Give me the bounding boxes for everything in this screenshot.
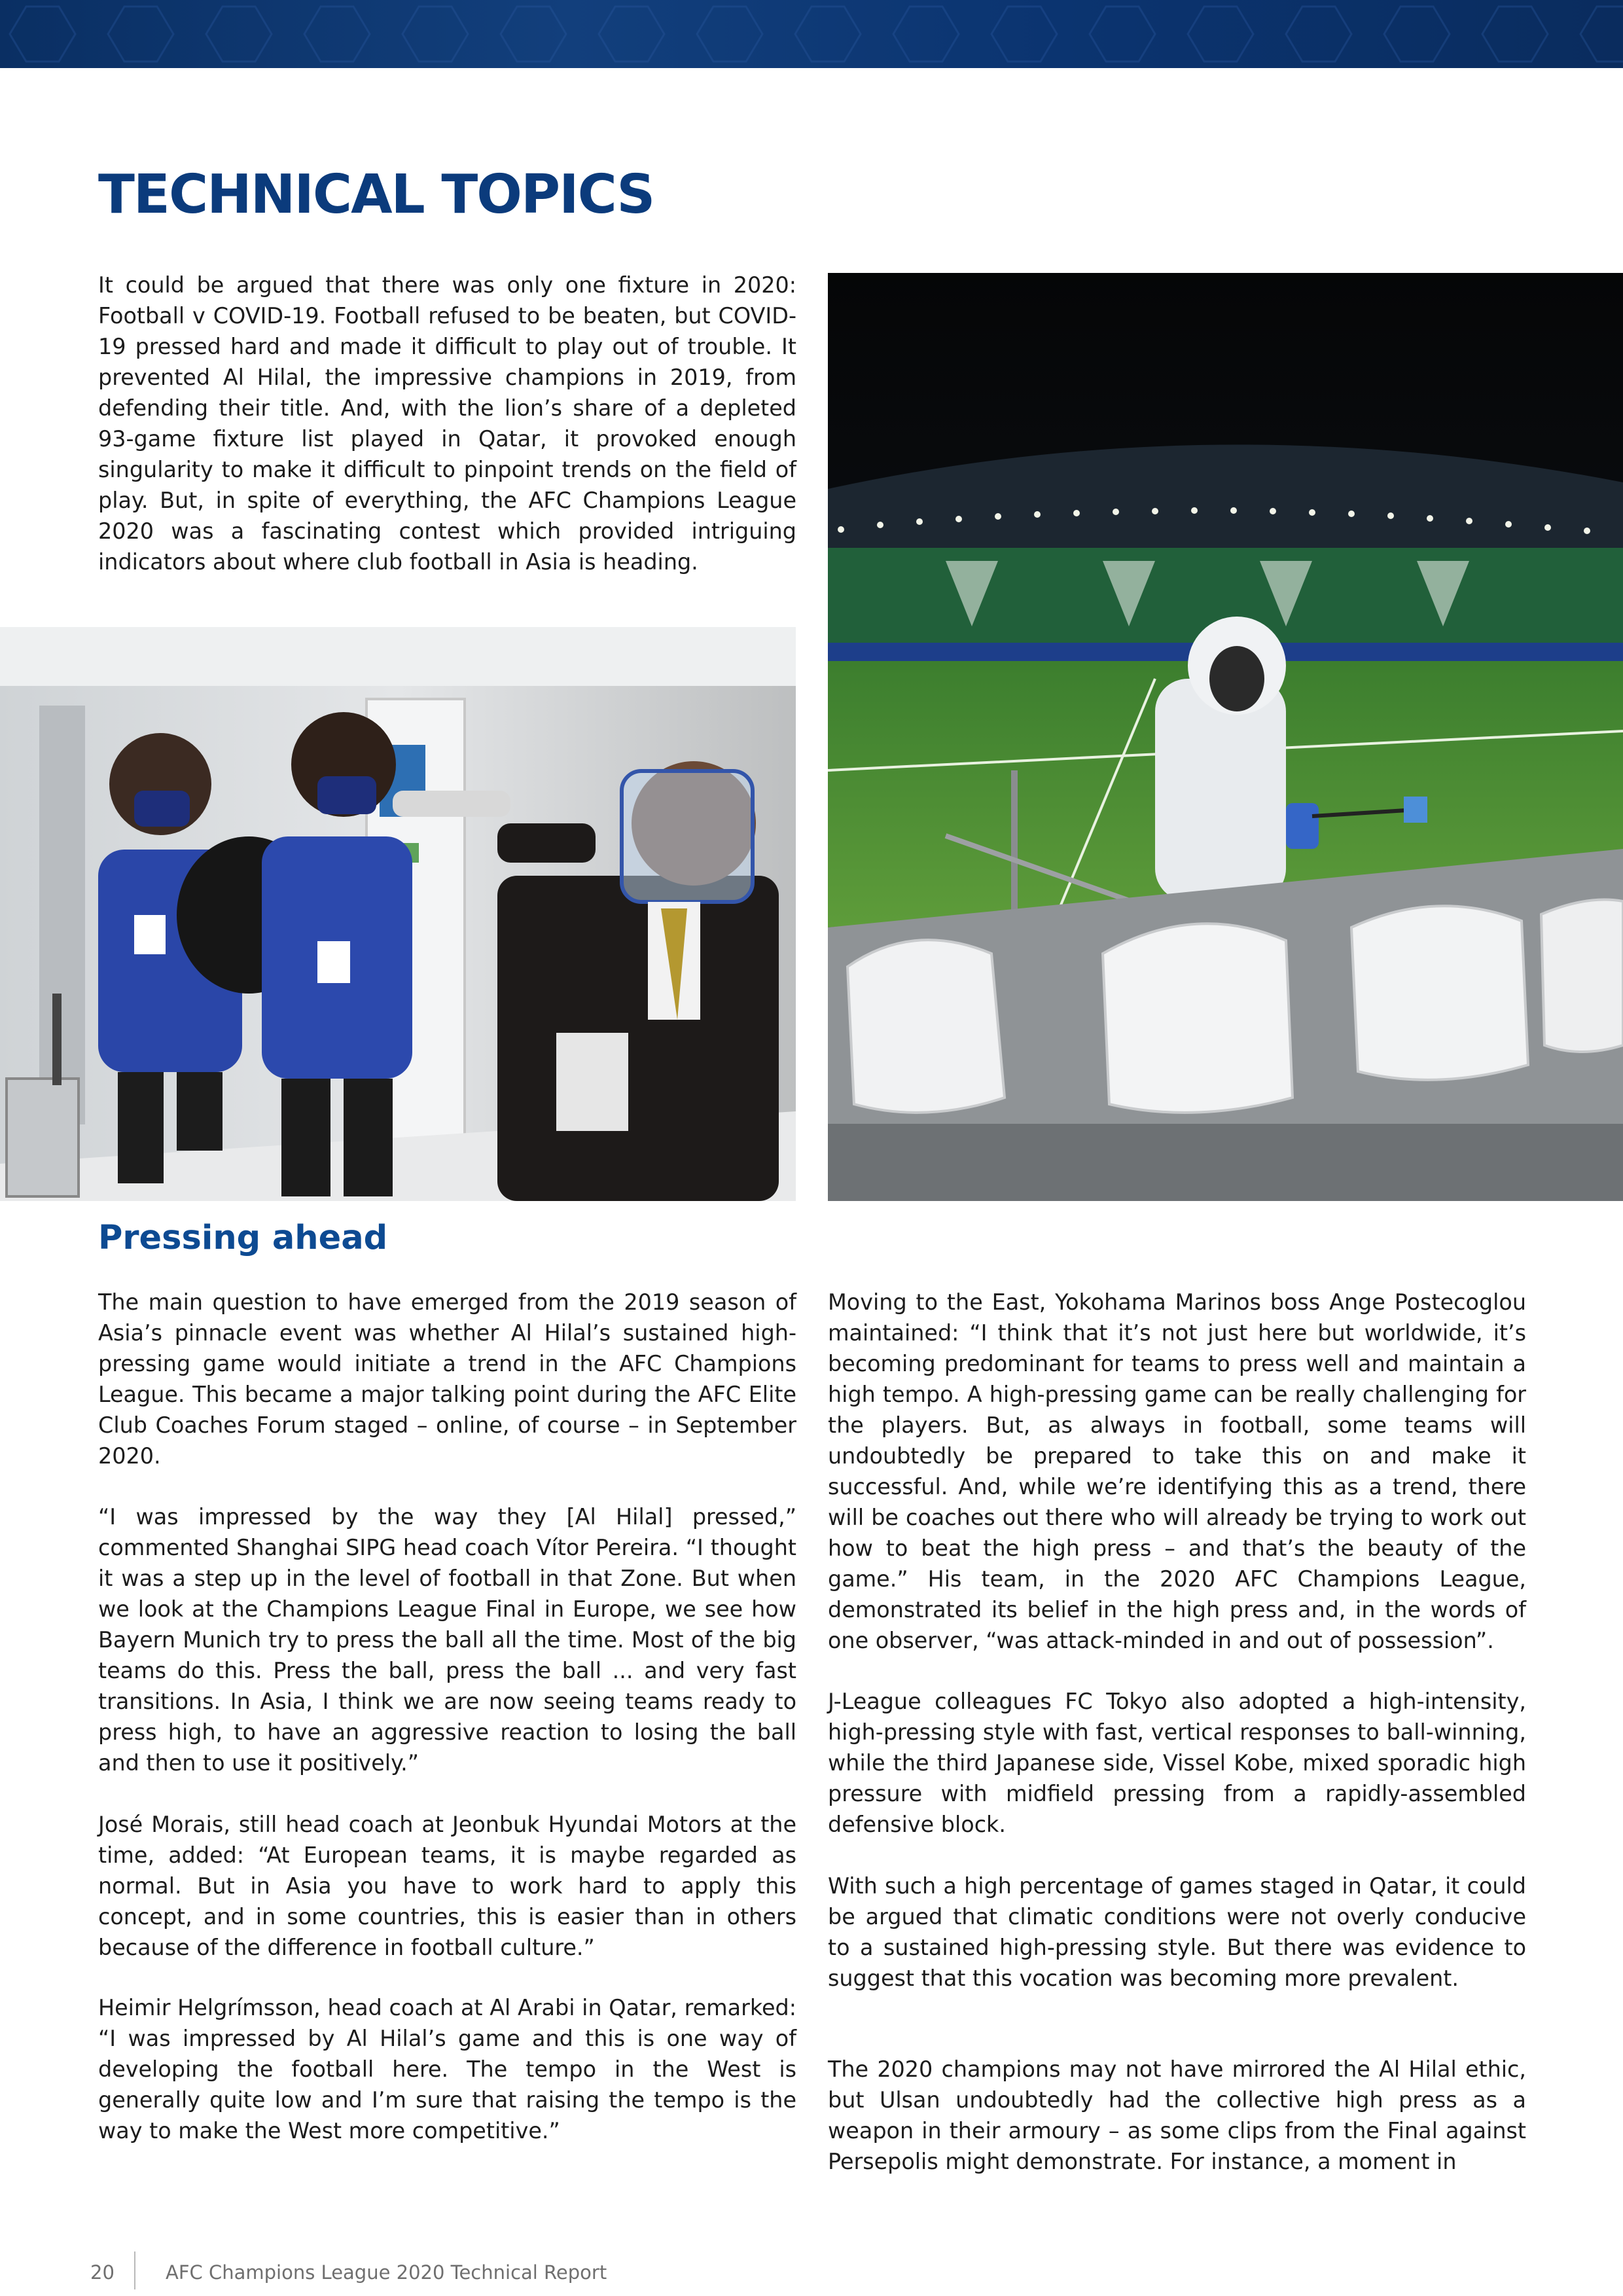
right-paragraph-1: Moving to the East, Yokohama Marinos boss Ange Postecoglou maintained: “I think that it’s not just here but worldwide, it’s becoming predominant for teams to press well and maintain a high tempo. A high-pressing game can be really challenging for the players. But, as always in football, some teams will undoubtedly be prepared to take this on and make it successful. And, while we’re identifying this as a trend, there will be coaches out there who will already be trying to work out how to beat the high press – and that’s the beauty of the game.” His team, in the 2020 AFC Champions League, demonstrated its belief in the high press and, in the words of one observer, “was attack-minded in and out of possession”. [828, 1289, 1526, 1653]
left-paragraph-2: “I was impressed by the way they [Al Hilal] pressed,” commented Shanghai SIPG head coach Vítor Pereira. “I thought it was a step up in the level of football in that Zone. But when we look at the Champions League Final in Europe, we see how Bayern Munich try to press the ball all the time. Most of the big teams do this. Press the ball, press the ball ... and very fast transitions. In Asia, I think we are now seeing teams ready to press high, to have an aggressive reaction to losing the ball and then to use it positively.” [98, 1504, 796, 1776]
section-heading: Pressing ahead [98, 1219, 388, 1257]
left-paragraph-1: The main question to have emerged from the 2019 season of Asia’s pinnacle event was whether Al Hilal’s sustained high-pressing game would initiate a trend in the AFC Champions League. This became a major talking point during the AFC Elite Club Coaches Forum staged – online, of course – in September 2020. [98, 1289, 796, 1469]
right-paragraph-4: The 2020 champions may not have mirrored the Al Hilal ethic, but Ulsan undoubtedly had the collective high press as a weapon in their armoury – as some clips from the Final against Persepolis might demonstrate. For instance, a moment in [828, 2056, 1526, 2174]
right-paragraph-3: With such a high percentage of games staged in Qatar, it could be argued that climatic conditions were not overly conducive to a sustained high-pressing style. But there was evidence to suggest that this vocation was becoming more prevalent. [828, 1873, 1526, 1991]
right-paragraph-2: J-League colleagues FC Tokyo also adopted a high-intensity, high-pressing style with fast, vertical responses to ball-winning, while the third Japanese side, Vissel Kobe, mixed sporadic high pressure with midfield pressing from a rapidly-assembled defensive block. [828, 1689, 1526, 1837]
footer-divider [134, 2251, 135, 2289]
temperature-check-photo [0, 627, 796, 1201]
footer-report-title: AFC Champions League 2020 Technical Report [166, 2261, 607, 2284]
page-title: TECHNICAL TOPICS [98, 164, 654, 226]
hexagon-pattern [0, 0, 1623, 68]
left-paragraph-4: Heimir Helgrímsson, head coach at Al Arabi in Qatar, remarked: “I was impressed by Al Hilal’s game and this is one way of developing the football here. The tempo in the West is generally quite low and I’m sure that raising the tempo is the way to make the West more competitive.” [98, 1995, 796, 2144]
left-paragraph-3: José Morais, still head coach at Jeonbuk Hyundai Motors at the time, added: “At European teams, it is maybe regarded as normal. But in Asia you have to work hard to apply this concept, and in some countries, this is easier than in others because of the difference in football culture.” [98, 1812, 796, 1960]
stadium-disinfection-photo [828, 273, 1623, 1201]
page-number: 20 [90, 2261, 115, 2284]
intro-paragraph: It could be argued that there was only one fixture in 2020: Football v COVID-19. Football refused to be beaten, but COVID-19 pressed hard and made it difficult to play out of trouble. It prevented Al Hilal, the impressive champions in 2019, from defending their title. And, with the lion’s share of a depleted 93-game fixture list played in Qatar, it provoked enough singularity to make it difficult to pinpoint trends on the field of play. But, in spite of everything, the AFC Champions League 2020 was a fascinating contest which provided intriguing indicators about where club football in Asia is heading. [98, 272, 796, 575]
header-band [0, 0, 1623, 68]
